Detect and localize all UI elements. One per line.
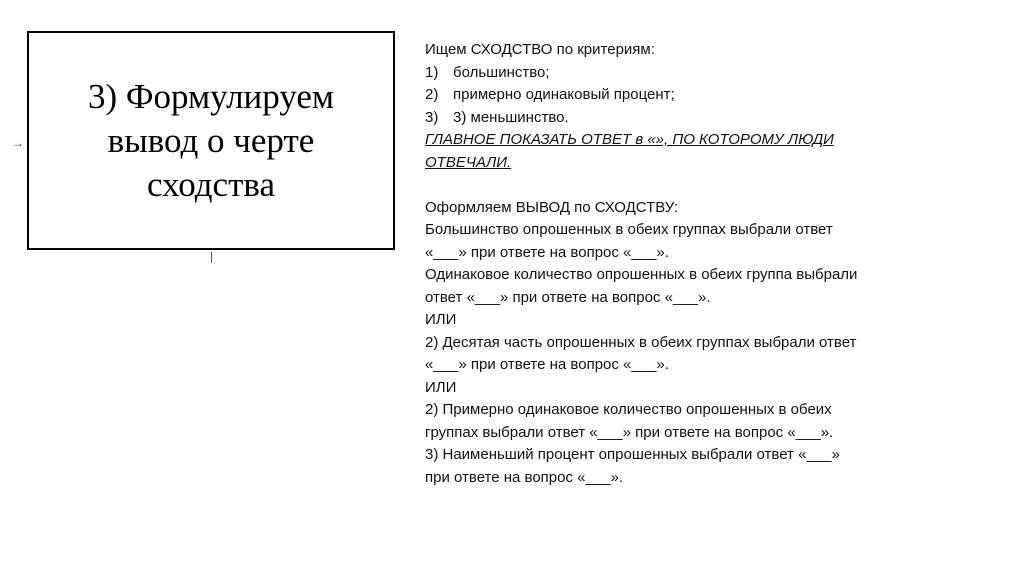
criteria-item xyxy=(425,62,955,85)
criteria-item-text: 3) меньшинство. xyxy=(453,108,569,126)
criteria-item xyxy=(425,84,955,107)
instructions-panel xyxy=(425,39,955,489)
criteria-item xyxy=(425,107,955,130)
paragraph-spacer xyxy=(425,174,955,197)
conclusion-line: ИЛИ xyxy=(425,378,457,396)
conclusion-line: группах выбрали ответ «___» при ответе на вопрос «___». xyxy=(425,423,834,441)
criteria-item-text: большинство; xyxy=(453,63,550,81)
criteria-item-number: 3) xyxy=(425,108,439,126)
arrow-marker-icon: → xyxy=(12,136,24,150)
criteria-item-text: примерно одинаковый процент; xyxy=(453,86,675,103)
slide-title: 3) Формулируем вывод о черте сходства xyxy=(87,76,335,204)
tick-mark-divider xyxy=(211,252,212,263)
conclusion-line: «___» при ответе на вопрос «___». xyxy=(425,356,669,373)
conclusion-line: 3) Наименьший процент опрошенных выбрали ответ «___» xyxy=(425,446,840,463)
conclusion-line: 2) Десятая часть опрошенных в обеих группах выбрали ответ xyxy=(425,333,857,351)
criteria-heading: Ищем СХОДСТВО по критериям: xyxy=(425,41,655,58)
conclusion-line: ответ «___» при ответе на вопрос «___». xyxy=(425,288,711,306)
conclusion-line: Одинаковое количество опрошенных в обеих группа выбрали xyxy=(425,266,858,283)
conclusion-line: «___» при ответе на вопрос «___». xyxy=(425,243,669,261)
conclusion-heading: Оформляем ВЫВОД по СХОДСТВУ: xyxy=(425,198,679,216)
emphasis-note-line-2: ОТВЕЧАЛИ. xyxy=(425,153,512,171)
criteria-item-number: 2) xyxy=(425,86,439,103)
conclusion-line: ИЛИ xyxy=(425,311,457,328)
conclusion-line: 2) Примерно одинаковое количество опрошенных в обеих xyxy=(425,401,832,418)
slide-title-box xyxy=(27,31,395,250)
conclusion-line: Большинство опрошенных в обеих группах выбрали ответ xyxy=(425,221,833,238)
conclusion-line: при ответе на вопрос «___». xyxy=(425,468,624,486)
criteria-item-number: 1) xyxy=(425,63,439,81)
emphasis-note-line-1: ГЛАВНОЕ ПОКАЗАТЬ ОТВЕТ в «», ПО КОТОРОМУ ЛЮДИ xyxy=(425,131,834,148)
